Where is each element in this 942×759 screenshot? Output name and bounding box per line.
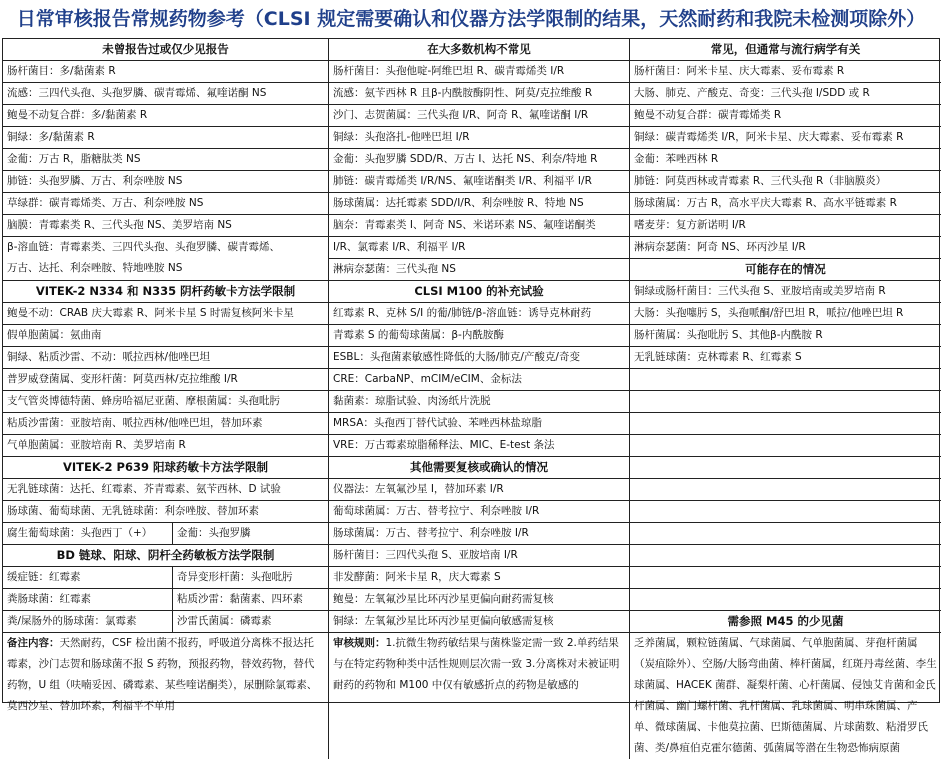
table-row: 仪器法：左氧氟沙星 I，替加环素 I/R [329,479,629,501]
table-row: MRSA：头孢西丁替代试验、苯唑西林盐琼脂 [329,413,629,435]
section-header: VITEK-2 N334 和 N335 阴杆药敏卡方法学限制 [3,281,328,303]
table-cell: 金葡：头孢罗膦 [177,527,251,539]
table-row: 无乳链球菌：克林霉素 R、红霉素 S [630,347,941,369]
table-row: 非发酵菌：阿米卡星 R，庆大霉素 S [329,567,629,589]
notes-text: 天然耐药，CSF 检出菌不报药，呼吸道分离株不报达托霉素，沙门志贺和肠球菌不报 S 药物，预报药物，替效药物，替代药物，U 组（呋喃妥因、磷霉素、某些喹诺酮类），尿删除氯霉素、莫西沙星、替加环素，利福平不单用 [7,637,318,712]
table-cell: 粘质沙雷：黏菌素、四环素 [177,593,303,605]
table-row: 支气管炎博德特菌、蜂房哈福尼亚菌、摩根菌属：头孢吡肟 [3,391,328,413]
table-cell: 粪肠球菌：红霉素 [3,589,173,610]
strep-line-1: β-溶血链：青霉素类、三四代头孢、头孢罗膦、碳青霉烯、 [7,241,280,253]
table-row: 流感：三四代头孢、头孢罗膦、碳青霉烯、氟喹诺酮 NS [3,83,328,105]
section-header: VITEK-2 P639 阳球药敏卡方法学限制 [3,457,328,479]
table-row: 草绿群：碳青霉烯类、万古、利奈唑胺 NS [3,193,328,215]
column-rarely-reported [3,39,329,759]
table-row: 肠球菌属：万古、替考拉宁、利奈唑胺 I/R [329,523,629,545]
section-header: 其他需要复核或确认的情况 [329,457,629,479]
table-row: 铜绿、粘质沙雷、不动：哌拉西林/他唑巴坦 [3,347,328,369]
table-row: 红霉素 R、克林 S/I 的葡/肺链/β-溶血链：诱导克林耐药 [329,303,629,325]
audit-rules-text: 1.抗微生物药敏结果与菌株鉴定需一致 2.单药结果与在特定药物种类中活性规则层次需一致 3.分离株对未被证明耐药的药物和 M100 中仅有敏感折点的药物是敏感的 [333,637,620,691]
table-cell: 沙雷氏菌属：磷霉素 [177,615,272,627]
column-header: 在大多数机构不常见 [329,39,629,61]
empty-row [630,501,941,523]
table-row: 金葡：苯唑西林 R [630,149,941,171]
table-row: 鲍曼：左氧氟沙星比环丙沙星更偏向耐药需复核 [329,589,629,611]
table-row: 肠杆菌属：头孢吡肟 S、其他β-内酰胺 R [630,325,941,347]
table-row: 沙门、志贺菌属：三代头孢 I/R、阿奇 R、氟喹诺酮 I/R [329,105,629,127]
table-row: 嗜麦芽：复方新诺明 I/R [630,215,941,237]
table-row: 淋病奈瑟菌：三代头孢 NS [329,259,629,281]
table-row: 肺链：头孢罗膦、万古、利奈唑胺 NS [3,171,328,193]
table-row: 铜绿或肠杆菌目：三代头孢 S、亚胺培南或美罗培南 R [630,281,941,303]
table-row: 气单胞菌属：亚胺培南 R、美罗培南 R [3,435,328,457]
table-row: 金葡：头孢罗膦 SDD/R、万古 I、达托 NS、利奈/特地 R [329,149,629,171]
table-row: 鲍曼不动复合群：碳青霉烯类 R [630,105,941,127]
table-row: 肠球菌属：万古 R，高水平庆大霉素 R、高水平链霉素 R [630,193,941,215]
table-row: 流感：氨苄西林 R 且β-内酰胺酶阴性、阿莫/克拉维酸 R [329,83,629,105]
section-header: BD 链球、阳球、阴杆全药敏板方法学限制 [3,545,328,567]
table-row: 铜绿：左氧氟沙星比环丙沙星更偏向敏感需复核 [329,611,629,633]
table-row: I/R、氯霉素 I/R、利福平 I/R [329,237,629,259]
table-cell: 粪/屎肠外的肠球菌：氯霉素 [3,611,173,632]
column-common-epidemiology [630,39,941,759]
table-row: 鲍曼不动：CRAB 庆大霉素 R、阿米卡星 S 时需复核阿米卡星 [3,303,328,325]
column-header: 未曾报告过或仅少见报告 [3,39,328,61]
table-cell: 缓症链：红霉素 [3,567,173,588]
empty-row [630,479,941,501]
audit-rules-label: 审核规则： [333,637,386,649]
table-row: 肠杆菌目：阿米卡星、庆大霉素、妥布霉素 R [630,61,941,83]
table-row: 青霉素 S 的葡萄球菌属：β-内酰胺酶 [329,325,629,347]
table-row: VRE：万古霉素琼脂稀释法、MIC、E-test 条法 [329,435,629,457]
empty-row [630,545,941,567]
section-header: 可能存在的情况 [630,259,941,281]
table-row [3,567,328,589]
audit-rules-block [329,633,629,759]
table-row: 大肠、肺克、产酸克、奇变：三代头孢 I/SDD 或 R [630,83,941,105]
column-header: 常见，但通常与流行病学有关 [630,39,941,61]
section-header: CLSI M100 的补充试验 [329,281,629,303]
table-row: ESBL：头孢菌素敏感性降低的大肠/肺克/产酸克/奇变 [329,347,629,369]
table-row: 肠杆菌目：三四代头孢 S、亚胺培南 I/R [329,545,629,567]
page-title: 日常审核报告常规药物参考（CLSI 规定需要确认和仪器方法学限制的结果，天然耐药和我院未检测项除外） [16,8,926,30]
table-row: 肠杆菌目：多/黏菌素 R [3,61,328,83]
empty-row [630,369,941,391]
table-row: 肠球菌属：达托霉素 SDD/I/R、利奈唑胺 R、特地 NS [329,193,629,215]
notes-label: 备注内容： [7,637,60,649]
table-row: 普罗威登菌属、变形杆菌：阿莫西林/克拉维酸 I/R [3,369,328,391]
strep-line-2: 万古、达托、利奈唑胺、特地唑胺 NS [7,262,183,274]
table-row: 无乳链球菌：达托、红霉素、芥青霉素、氨苄西林、D 试验 [3,479,328,501]
table-row [3,237,328,281]
empty-row [630,435,941,457]
empty-row [630,457,941,479]
empty-row [630,567,941,589]
table-row: 肠杆菌目：头孢他啶-阿维巴坦 R、碳青霉烯类 I/R [329,61,629,83]
empty-row [630,589,941,611]
table-row: CRE：CarbaNP、mCIM/eCIM、金标法 [329,369,629,391]
table-row: 假单胞菌属：氨曲南 [3,325,328,347]
table-row: 金葡：万古 R，脂糖肽类 NS [3,149,328,171]
table-row: 脑膜：青霉素类 R、三代头孢 NS、美罗培南 NS [3,215,328,237]
empty-row [630,523,941,545]
column-uncommon [329,39,630,759]
notes-block [3,633,328,759]
table-cell: 腐生葡萄球菌：头孢西丁（+） [3,523,173,544]
table-row: 粘质沙雷菌：亚胺培南、哌拉西林/他唑巴坦，替加环素 [3,413,328,435]
table-row: 肺链：阿莫西林或青霉素 R、三代头孢 R（非脑膜炎） [630,171,941,193]
table-row: 脑奈：青霉素类 I、阿奇 NS、米诺环素 NS、氟喹诺酮类 [329,215,629,237]
section-header: 需参照 M45 的少见菌 [630,611,941,633]
table-row: 淋病奈瑟菌：阿奇 NS、环丙沙星 I/R [630,237,941,259]
empty-row [630,413,941,435]
table-row: 肠球菌、葡萄球菌、无乳链球菌：利奈唑胺、替加环素 [3,501,328,523]
table-row: 铜绿：头孢洛扎-他唑巴坦 I/R [329,127,629,149]
table-row [3,589,328,611]
table-row: 铜绿：多/黏菌素 R [3,127,328,149]
empty-row [630,391,941,413]
table-row [3,611,328,633]
table-row: 黏菌素：琼脂试验、肉汤纸片洗脱 [329,391,629,413]
reference-table [2,38,940,754]
table-cell: 奇异变形杆菌：头孢吡肟 [177,571,293,583]
table-row: 葡萄球菌属：万古、替考拉宁、利奈唑胺 I/R [329,501,629,523]
table-row [3,523,328,545]
table-row: 铜绿：碳青霉烯类 I/R，阿米卡星、庆大霉素、妥布霉素 R [630,127,941,149]
table-row: 大肠：头孢噻肟 S，头孢哌酮/舒巴坦 R，哌拉/他唑巴坦 R [630,303,941,325]
table-row: 鲍曼不动复合群：多/黏菌素 R [3,105,328,127]
m45-organisms-block: 乏养菌属，颗粒链菌属、气球菌属、气单胞菌属、芽孢杆菌属（炭疽除外）、空肠/大肠弯曲菌、棒杆菌属，红斑丹毒丝菌、李生球菌属、HACEK 菌群、凝梨杆菌、心杆菌属、侵蚀艾肯菌和金氏杆菌属、幽门螺杆菌、乳杆菌属、乳球菌属、明串珠菌属、产单、微球菌属、卡他莫拉菌、巴斯德菌属、片球菌数、粘滑罗氏菌、类/鼻疽伯克霍尔德菌、弧菌属等潜在生物恐怖病原菌 [634,637,937,754]
table-row: 肺链：碳青霉烯类 I/R/NS、氟喹诺酮类 I/R、利福平 I/R [329,171,629,193]
